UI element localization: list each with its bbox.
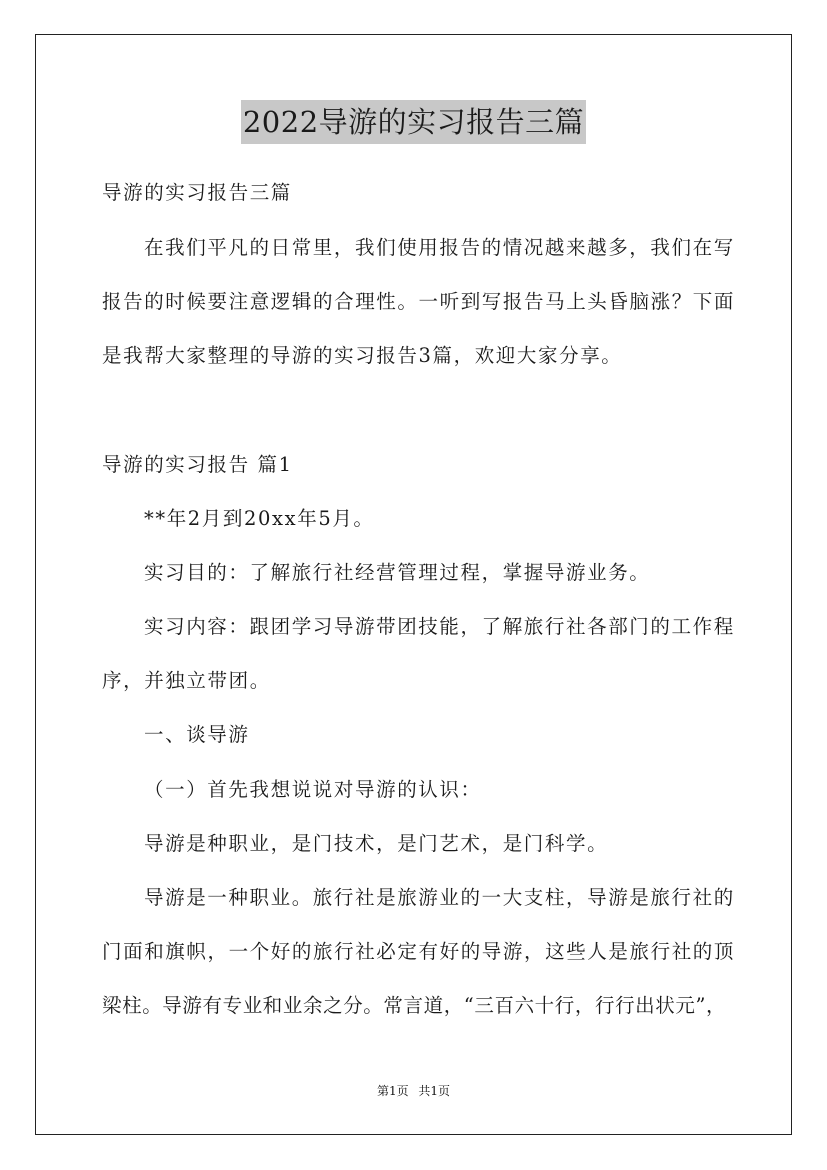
page-footer	[0, 1083, 827, 1099]
page-number: 第1页	[376, 1084, 409, 1098]
paragraph-line: 导游是种职业，是门技术，是门艺术，是门科学。	[144, 832, 609, 855]
paragraph-line: 序，并独立带团。	[102, 669, 271, 692]
paragraph-line: 报告的时候要注意逻辑的合理性。一听到写报告马上头昏脑涨？下面	[102, 290, 736, 313]
paragraph-line: 是我帮大家整理的导游的实习报告3篇，欢迎大家分享。	[102, 344, 623, 367]
paragraph-line: 在我们平凡的日常里，我们使用报告的情况越来越多，我们在写	[144, 236, 735, 259]
section-heading: 导游的实习报告 篇1	[102, 453, 293, 476]
paragraph-line: 导游是一种职业。旅行社是旅游业的一大支柱，导游是旅行社的	[144, 886, 735, 909]
paragraph-line: 梁柱。导游有专业和业余之分。常言道，“三百六十行，行行出状元”，	[102, 994, 727, 1017]
paragraph-line: **年2月到20xx年5月。	[144, 507, 375, 530]
paragraph-line: 门面和旗帜，一个好的旅行社必定有好的导游，这些人是旅行社的顶	[102, 940, 736, 963]
document-title-text: 2022导游的实习报告三篇	[241, 100, 586, 144]
subtitle-line: 导游的实习报告三篇	[102, 181, 292, 204]
document-title	[0, 100, 827, 144]
page-total: 共1页	[418, 1084, 451, 1098]
subheading-line: 一、谈导游	[144, 723, 250, 746]
paragraph-line: 实习目的：了解旅行社经营管理过程，掌握导游业务。	[144, 561, 651, 584]
paragraph-line: 实习内容：跟团学习导游带团技能，了解旅行社各部门的工作程	[144, 615, 735, 638]
subheading-line: （一）首先我想说说对导游的认识：	[144, 778, 482, 801]
